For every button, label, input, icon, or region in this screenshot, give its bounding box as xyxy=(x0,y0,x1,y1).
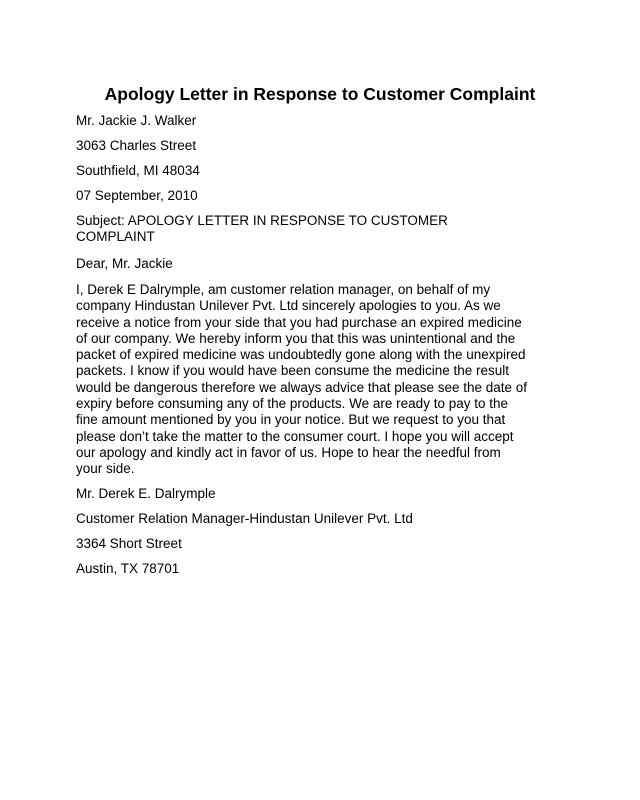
salutation: Dear, Mr. Jackie xyxy=(76,256,173,271)
body-line: would be dangerous therefore we always advice that please see the date of xyxy=(76,379,528,395)
letter-title: Apology Letter in Response to Customer Complaint xyxy=(104,84,536,104)
body-line: company Hindustan Unilever Pvt. Ltd sincerely apologies to you. As we xyxy=(76,298,501,314)
subject-line xyxy=(76,213,576,246)
letter-date: 07 September, 2010 xyxy=(76,188,198,203)
sender-street: 3364 Short Street xyxy=(76,536,182,551)
body-line: our apology and kindly act in favor of us. Hope to hear the needful from xyxy=(76,444,501,460)
recipient-street: 3063 Charles Street xyxy=(76,138,197,153)
body-line: I, Derek E Dalrymple, am customer relation manager, on behalf of my xyxy=(76,282,491,297)
body-line: fine amount mentioned by you in your notice. But we request to you that xyxy=(76,412,506,428)
sender-name: Mr. Derek E. Dalrymple xyxy=(76,486,216,501)
sender-city: Austin, TX 78701 xyxy=(76,561,180,576)
body-line: please don’t take the matter to the consumer court. I hope you will accept xyxy=(76,428,514,444)
recipient-city: Southfield, MI 48034 xyxy=(76,163,200,178)
recipient-name: Mr. Jackie J. Walker xyxy=(76,113,197,128)
body-line: packet of expired medicine was undoubtedly gone along with the unexpired xyxy=(76,347,526,363)
body-line: your side. xyxy=(76,461,135,477)
sender-title: Customer Relation Manager-Hindustan Unilever Pvt. Ltd xyxy=(76,511,413,526)
letter-body xyxy=(76,282,576,478)
body-line: of our company. We hereby inform you that this was unintentional and the xyxy=(76,330,516,346)
body-line: expiry before consuming any of the products. We are ready to pay to the xyxy=(76,396,508,412)
subject-line-2: COMPLAINT xyxy=(76,229,155,245)
body-line: packets. I know if you would have been consume the medicine the result xyxy=(76,363,509,379)
body-line: receive a notice from your side that you had purchase an expired medicine xyxy=(76,314,522,330)
subject-line-1: Subject: APOLOGY LETTER IN RESPONSE TO CUSTOMER xyxy=(76,213,448,228)
